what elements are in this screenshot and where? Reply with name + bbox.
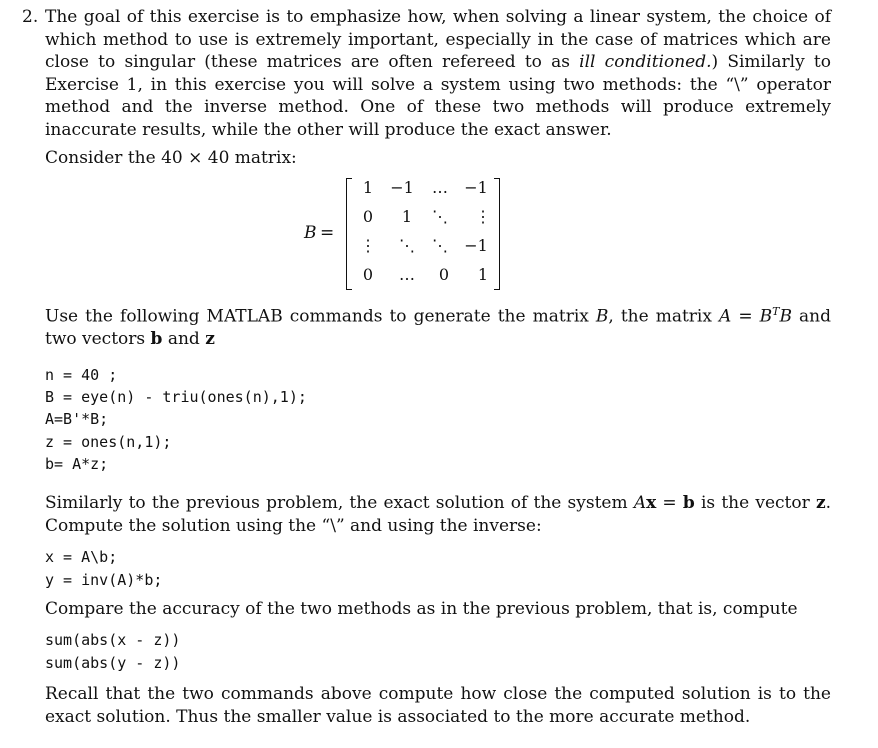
intro-paragraph	[45, 6, 831, 142]
matrix-cell: 1	[401, 207, 413, 226]
matrix-cell: 1	[362, 178, 374, 197]
intro-emphasis: ill conditioned.	[579, 52, 712, 73]
similarly-paragraph: Similarly to the previous problem, the exact solution of the system Ax = b is the vector z. Compute the solution using the “\” and using the inverse:	[45, 493, 831, 536]
matrix-label: B	[304, 223, 317, 243]
code-line: z = ones(n,1);	[45, 433, 172, 451]
matrix-cell: ⋱	[432, 236, 448, 255]
code-line: y = inv(A)*b;	[45, 571, 163, 589]
intro-text-b: ) Similarly to Exercise 1, in this exercise you will solve a system using two methods: the “\” operator method and the inverse method. One of these two methods will produce extremely inaccurate results, while the other will produce the exact answer.	[45, 52, 831, 140]
matrix-cell: −1	[464, 178, 488, 197]
code-line: x = A\b;	[45, 548, 118, 566]
matrix-cell: ⋱	[432, 207, 448, 226]
matrix-cell: 0	[362, 265, 374, 284]
use-commands-paragraph: Use the following MATLAB commands to generate the matrix B, the matrix $A = B^TB$ and two vectors b and z	[45, 305, 831, 350]
matrix-cell: …	[432, 178, 448, 197]
compare-line: Compare the accuracy of the two methods as in the previous problem, that is, compute	[45, 599, 798, 619]
code-line: n = 40 ;	[45, 366, 118, 384]
code-line: b= A*z;	[45, 455, 109, 473]
code-line: B = eye(n) - triu(ones(n),1);	[45, 388, 307, 406]
matrix-cell: ⋮	[475, 207, 491, 226]
matrix-equals: =	[320, 223, 335, 243]
code-line: sum(abs(x - z))	[45, 631, 181, 649]
recall-paragraph: Recall that the two commands above compute how close the computed solution is to the exact solution. Thus the smaller value is associated to the more accurate method.	[45, 684, 831, 727]
matrix-cell: …	[399, 265, 415, 284]
matrix-cell: 0	[438, 265, 450, 284]
intro-text-a: The goal of this exercise is to emphasize how, when solving a linear system, the choice of which method to use is extremely important, especially in the case of matrices which are close to singular (these matrices are often refereed to as	[45, 7, 831, 73]
matrix-cell: −1	[390, 178, 414, 197]
matrix-cell: −1	[464, 236, 488, 255]
problem-number: 2.	[22, 7, 39, 27]
code-line: sum(abs(y - z))	[45, 654, 181, 672]
matrix-cell: 0	[362, 207, 374, 226]
code-line: A=B'*B;	[45, 410, 109, 428]
matrix-cell: 1	[477, 265, 489, 284]
consider-line: Consider the 40 × 40 matrix:	[45, 148, 297, 168]
matrix-left-bracket	[346, 178, 352, 290]
matrix-cell: ⋮	[360, 236, 376, 255]
matrix-cell: ⋱	[399, 236, 415, 255]
